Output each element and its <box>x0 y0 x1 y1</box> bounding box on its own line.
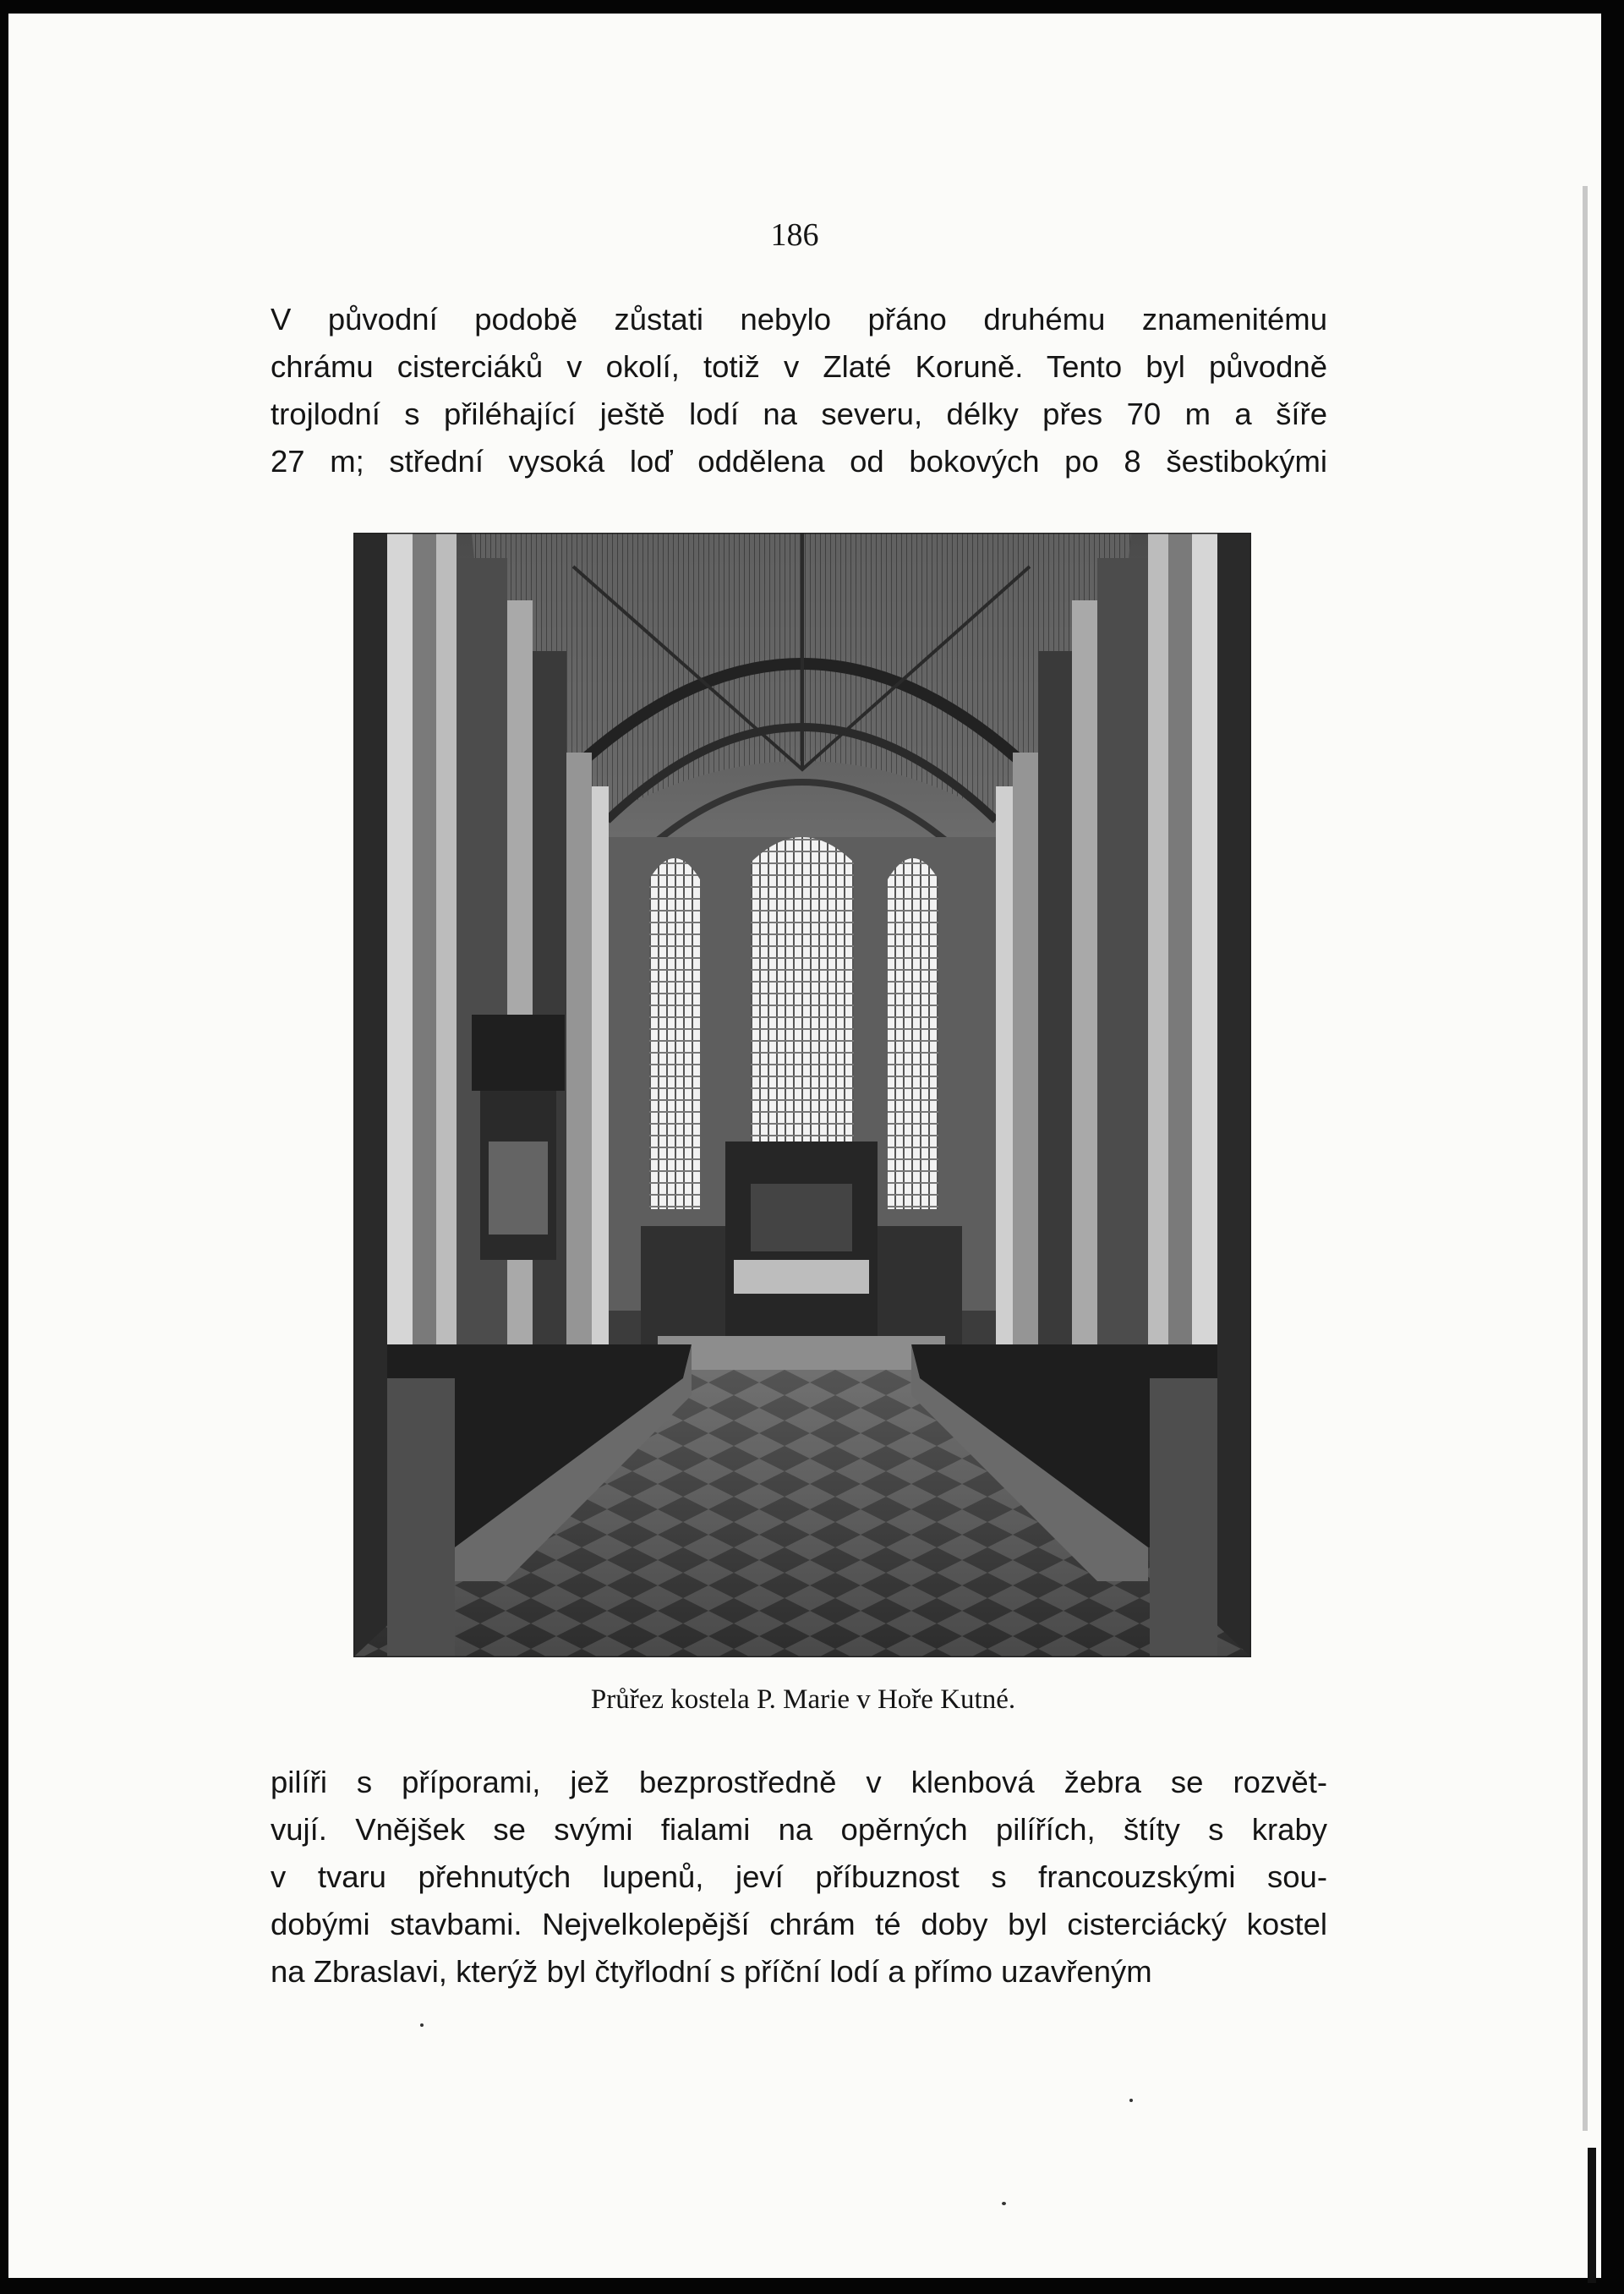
church-interior-photo <box>353 533 1251 1657</box>
text-line: dobými stavbami. Nejvelkolepější chrám té doby byl cisterciácký kostel <box>271 1907 1327 1941</box>
paragraph-bottom <box>271 1759 1327 1996</box>
text-line: pilíři s příporami, jež bezprostředně v klenbová žebra se rozvět- <box>271 1765 1327 1799</box>
dust-speck <box>1129 2099 1133 2102</box>
text-line: trojlodní s přiléhající ještě lodí na severu, délky přes 70 m a šíře <box>271 397 1327 431</box>
text-line: na Zbraslavi, kterýž byl čtyřlodní s příční lodí a přímo uzavřeným <box>271 1954 1152 1989</box>
dust-speck <box>1002 2202 1006 2205</box>
text-line: vují. Vnějšek se svými fialami na opěrných pilířích, štíty s kraby <box>271 1812 1327 1847</box>
paragraph-top <box>271 296 1327 485</box>
page-number: 186 <box>770 217 819 253</box>
scan-edge-right <box>1601 0 1624 2294</box>
figure-caption: Průřez kostela P. Marie v Hoře Kutné. <box>590 1684 1016 1715</box>
scan-edge-mark <box>1588 2148 1596 2283</box>
text-line: V původní podobě zůstati nebylo přáno druhému znamenitému <box>271 302 1327 337</box>
dust-speck <box>420 2023 424 2027</box>
text-line: v tvaru přehnutých lupenů, jeví příbuznost s francouzskými sou- <box>271 1859 1327 1894</box>
text-line: chrámu cisterciáků v okolí, totiž v Zlaté Koruně. Tento byl původně <box>271 349 1327 384</box>
scan-edge-mark <box>1583 186 1588 2131</box>
text-line: 27 m; střední vysoká loď oddělena od bokových po 8 šestibokými <box>271 444 1327 479</box>
